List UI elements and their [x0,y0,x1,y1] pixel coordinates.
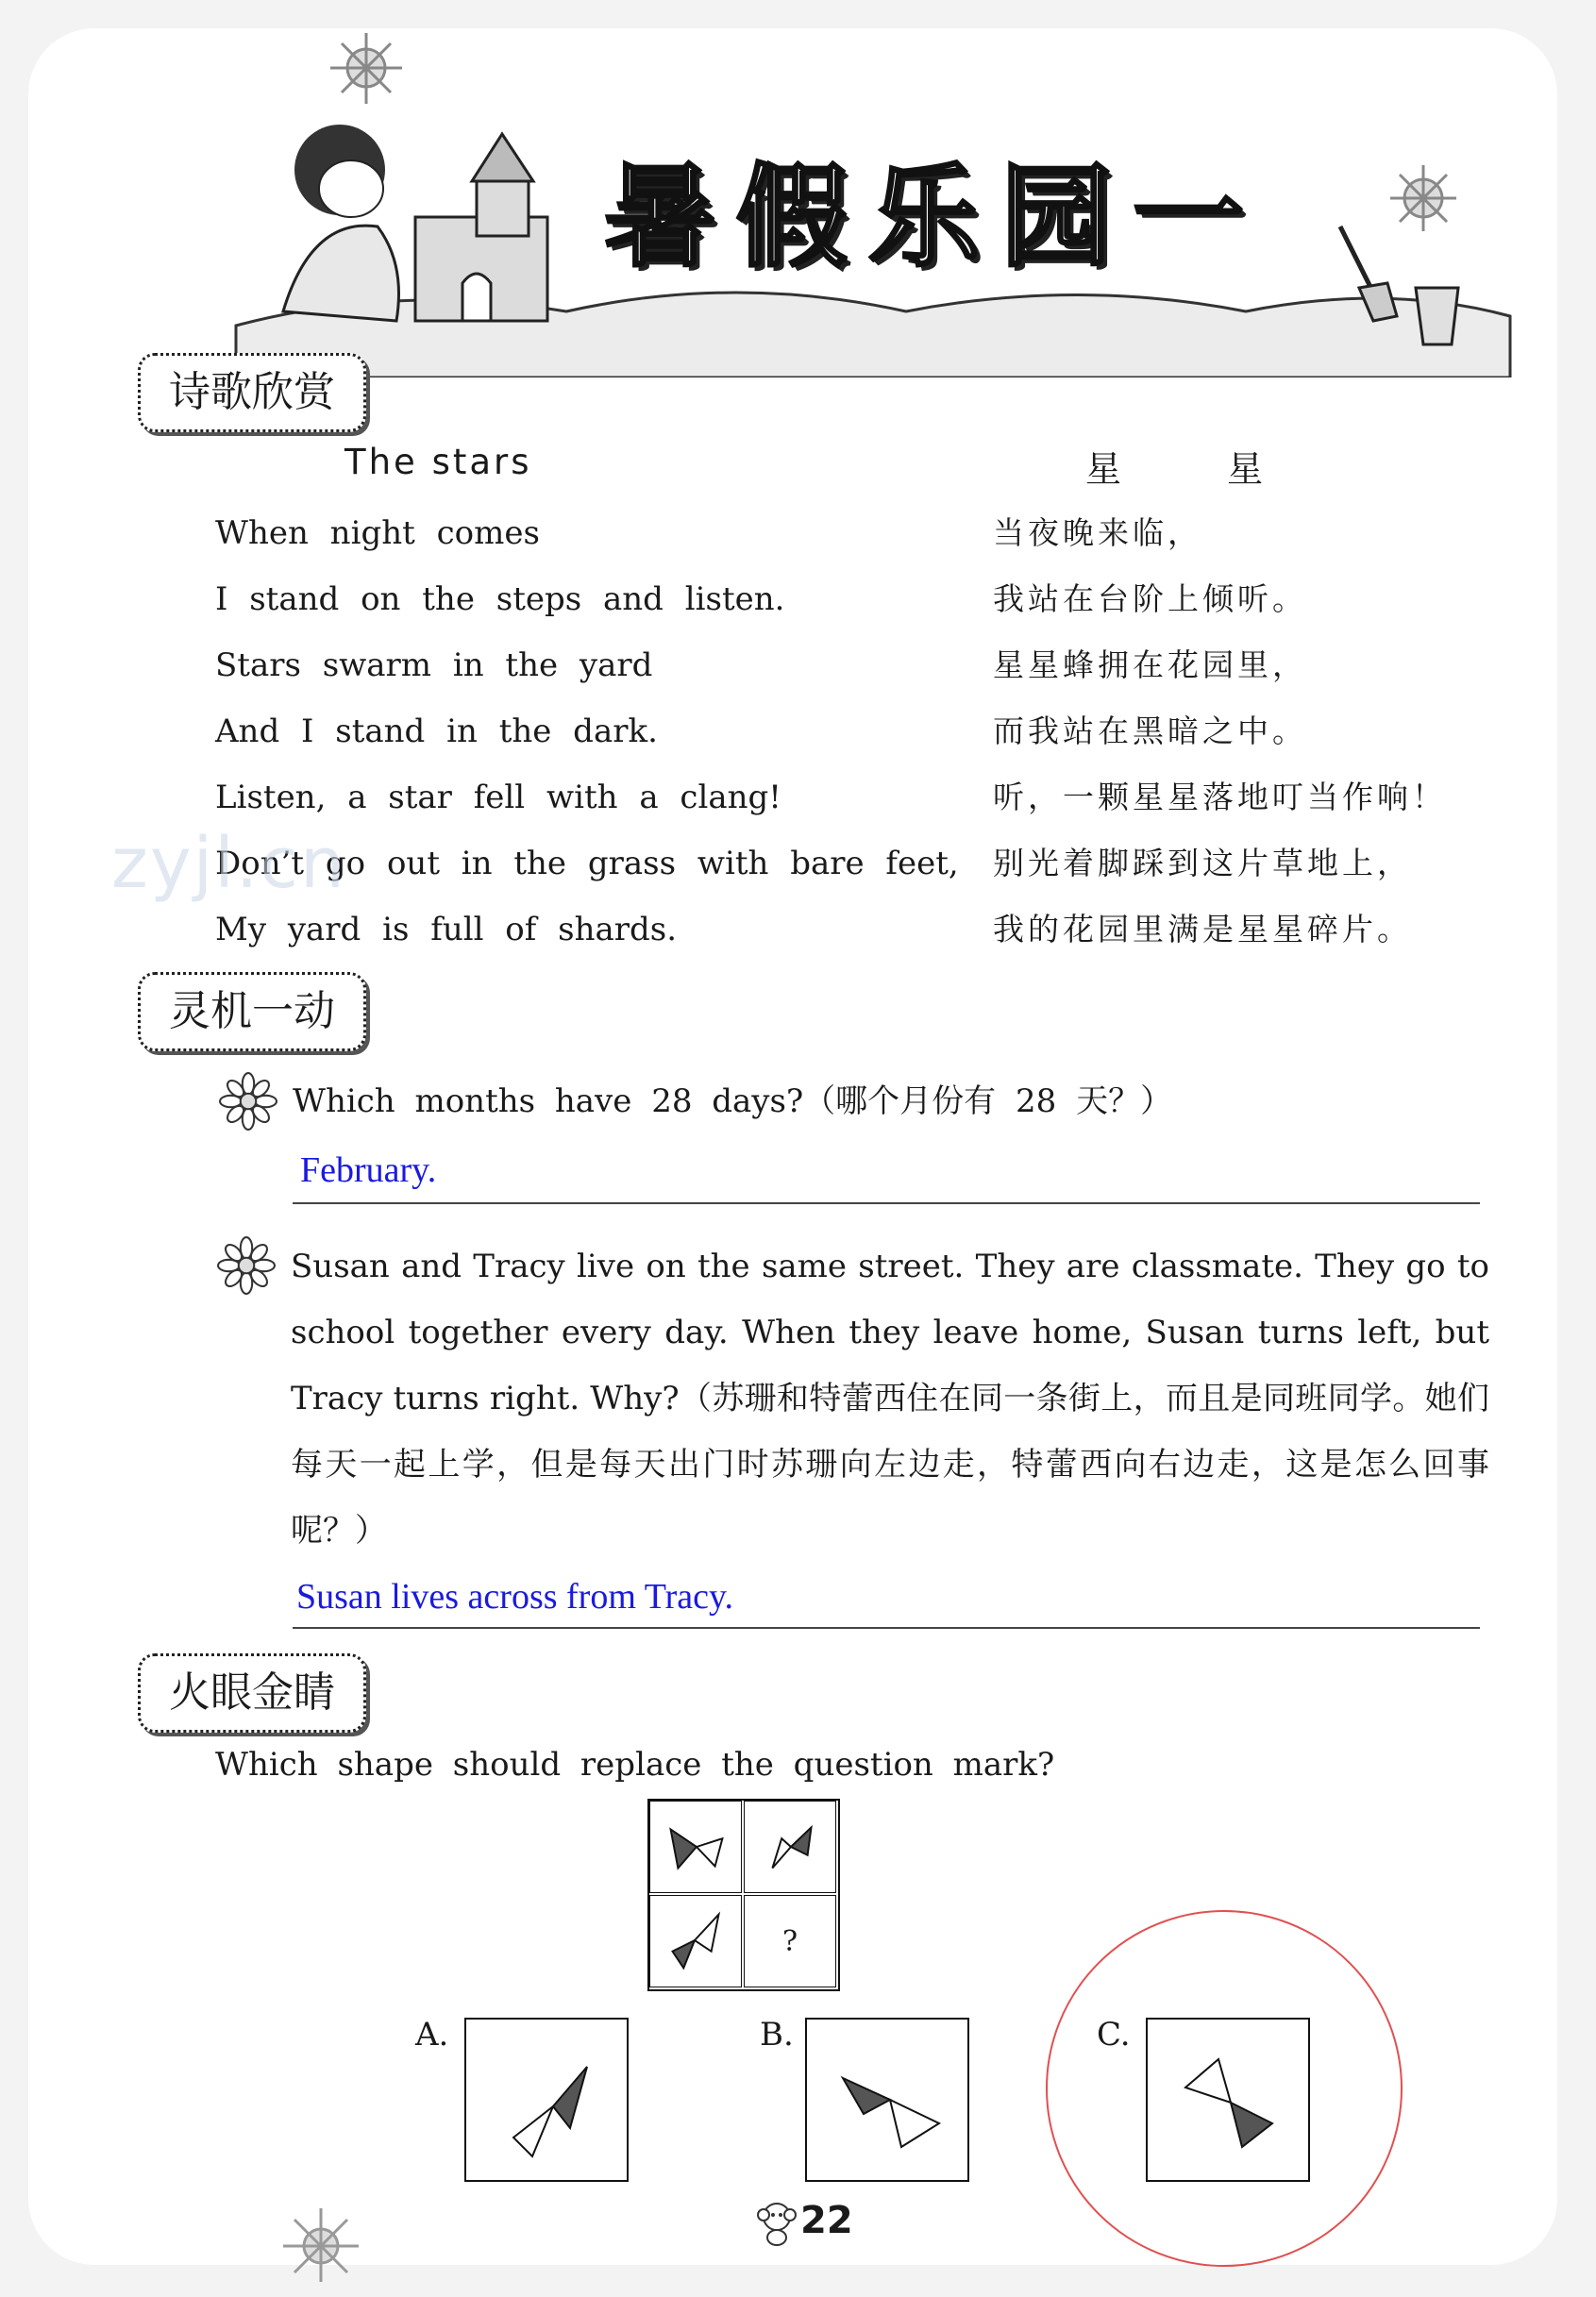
riddle-answer-2: Susan lives across from Tracy. [296,1577,733,1617]
flower-icon [219,1072,277,1131]
poem-line-cn: 听，一颗星星落地叮当作响！ [993,779,1447,815]
option-label-b: B. [760,2016,794,2054]
page-number: 22 [800,2199,853,2242]
poem-title-chinese: 星 星 [1085,448,1311,490]
puzzle-grid [647,1799,840,1991]
poem-line-en: My yard is full of shards. [215,911,678,948]
poem-line-en: Don’t go out in the grass with bare feet, [215,845,959,882]
flower-icon [217,1236,276,1295]
selected-answer-circle [1046,1910,1403,2267]
option-label-c: C. [1097,2016,1131,2054]
riddle-answer-1: February. [300,1150,437,1190]
poem-title-english: The stars [344,442,532,482]
poem-line-en: Listen, a star fell with a clang! [215,779,781,816]
grid-cell-unknown: ? [744,1895,836,1987]
poem-line-en: And I stand in the dark. [215,713,658,750]
poem-line-en: I stand on the steps and listen. [215,580,785,618]
poem-line-en: When night comes [215,514,540,552]
sun-icon [330,33,402,104]
poem-line-cn: 我站在台阶上倾听。 [993,580,1307,617]
poem-line-cn: 我的花园里满是星星碎片。 [993,911,1412,947]
poem-line-cn: 星星蜂拥在花园里， [993,646,1307,683]
grid-cell-bowtie [649,1801,742,1893]
section-tag-eye: 火眼金睛 [138,1653,366,1733]
option-b-bowtie[interactable] [805,2018,969,2182]
poem-line-en: Stars swarm in the yard [215,646,653,684]
poem-line-cn: 而我站在黑暗之中。 [993,713,1307,749]
monkey-icon [750,2194,803,2247]
page-title: 暑假乐园一 [604,152,1266,282]
option-a-bowtie[interactable] [464,2018,629,2182]
grid-cell-bowtie [744,1801,836,1893]
poem-line-cn: 别光着脚踩到这片草地上， [993,845,1412,881]
answer-line [293,1202,1480,1204]
puzzle-question: Which shape should replace the question mark? [215,1746,1055,1784]
riddle-question-1: Which months have 28 days?（哪个月份有 28 天？） [293,1082,1173,1120]
answer-line [293,1627,1480,1629]
sun-icon [264,2199,378,2284]
section-tag-riddle: 灵机一动 [138,972,366,1051]
grid-cell-bowtie [649,1895,742,1987]
poem-chinese-lines [993,505,1447,967]
option-label-a: A. [415,2016,449,2054]
section-tag-poem: 诗歌欣赏 [138,353,366,432]
riddle-question-2: Susan and Tracy live on the same street. They are classmate. They go to school together every day. When they leave home, Susan turns left, but Tracy turns right. Why?（苏珊和特蕾西住在同一条街上，而且是同班同学。她们每天一起上学，但是每天出门时苏珊向左边走，特蕾西向右边走，这是怎么回事呢？） [291,1248,1489,1550]
watermark: zyjl.cn [111,823,346,904]
poem-line-cn: 当夜晚来临， [993,514,1202,551]
